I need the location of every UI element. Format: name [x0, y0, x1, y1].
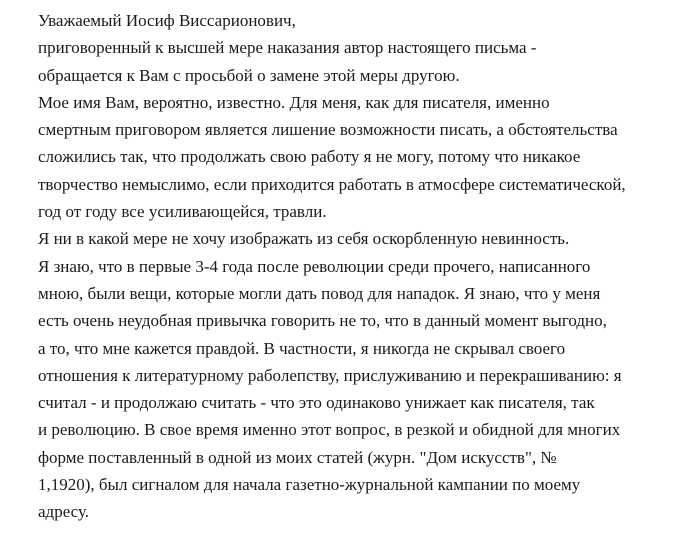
text-line: форме поставленный в одной из моих статей (журн. "Дом искусств", № [38, 447, 557, 467]
text-line: Я ни в какой мере не хочу изображать из себя оскорбленную невинность. [38, 229, 570, 249]
text-line: смертным приговором является лишение возможности писать, а обстоятельства [38, 120, 618, 140]
text-line: приговоренный к высшей мере наказания автор настоящего письма - [38, 38, 537, 58]
text-line: считал - и продолжаю считать - что это одинаково унижает как писателя, так [38, 393, 595, 413]
text-line: сложились так, что продолжать свою работу я не могу, потому что никакое [38, 147, 581, 167]
text-line: есть очень неудобная привычка говорить не то, что в данный момент выгодно, [38, 311, 607, 331]
text-line: обращается к Вам с просьбой о замене этой меры другою. [38, 65, 460, 85]
letter-text [38, 7, 698, 526]
text-line: мною, были вещи, которые могли дать повод для нападок. Я знаю, что у меня [38, 283, 601, 303]
text-line: Мое имя Вам, вероятно, известно. Для меня, как для писателя, именно [38, 92, 550, 112]
text-line: отношения к литературному раболепству, прислуживанию и перекрашиванию: я [38, 365, 622, 385]
text-line: год от году все усиливающейся, травли. [38, 202, 327, 222]
text-line: и революцию. В свое время именно этот вопрос, в резкой и обидной для многих [38, 420, 621, 440]
text-line: 1,1920), был сигналом для начала газетно-журнальной кампании по моему [38, 475, 581, 495]
text-line: творчество немыслимо, если приходится работать в атмосфере систематической, [38, 174, 626, 194]
text-line: а то, что мне кажется правдой. В частности, я никогда не скрывал своего [38, 338, 566, 358]
text-line: адресу. [38, 502, 90, 522]
text-line: Я знаю, что в первые 3-4 года после революции среди прочего, написанного [38, 256, 591, 276]
greeting-line: Уважаемый Иосиф Виссарионович, [38, 11, 296, 30]
